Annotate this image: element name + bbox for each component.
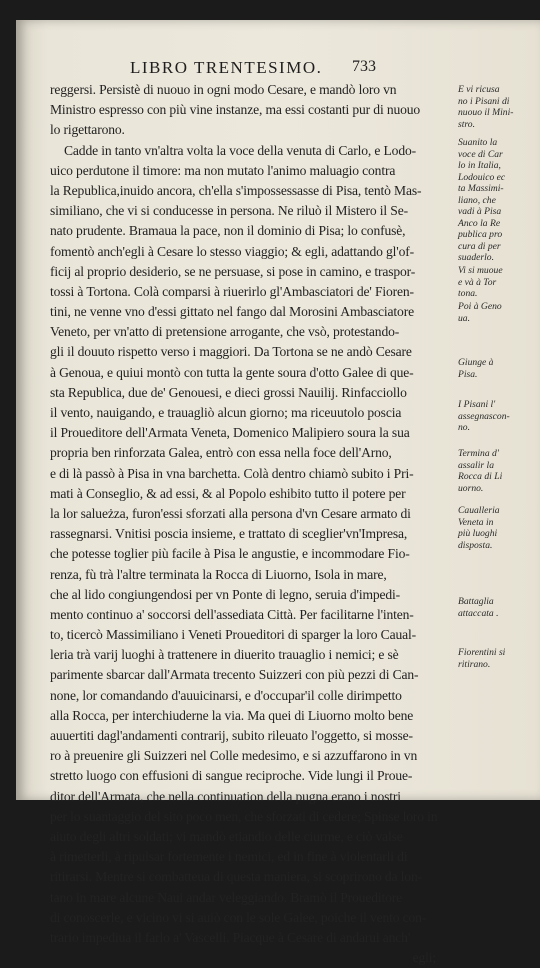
- margin-note-refusal: E vi ricusa no i Pisani di nuouo il Mini- stro.: [458, 84, 514, 130]
- margin-note-caualleria: Caualleria Veneta in più luoghi disposta.: [458, 505, 500, 551]
- text-line: di conoscerle, e vicino vi si auiò con le sole Galee, poiche il vento con-: [50, 909, 427, 925]
- body-text: [50, 80, 442, 968]
- text-line: Veneto, per vn'atto di pretensione arrogante, che vsò, protestando-: [50, 324, 400, 340]
- text-line: stretto luogo con effusioni di sangue reciproche. Vide lungi il Proue-: [50, 768, 413, 784]
- running-header-title: LIBRO TRENTESIMO.: [130, 58, 323, 77]
- text-line: auuertiti dagl'andamenti contrarij, subito rileuato l'oggetto, si mosse-: [50, 728, 413, 743]
- margin-note-liuorno: Termina d' assalir la Rocca di Li uorno.: [458, 448, 503, 494]
- text-line: ritirarsi. Mentre si combatteua di questa maniera, si scoprirono da lon-: [50, 869, 422, 885]
- text-line: reggersi. Persistè di nuouo in ogni modo Cesare, e mandò loro vn: [50, 82, 397, 97]
- text-line: to, ticercò Massimiliano i Veneti Proueditori di sparger la loro Caual-: [50, 627, 416, 643]
- text-line: Ministro espresso con più vine instanze, ma essi costanti pur di nuouo: [50, 102, 421, 118]
- text-line: la Republica,inuido ancora, ch'ella s'impossessasse di Pisa, tentò Mas-: [50, 182, 422, 198]
- text-line: e di là passò à Pisa in vna barchetta. Colà dentro chiamò subito i Pri-: [50, 465, 414, 481]
- text-line: propria ben rinforzata Galea, entrò con essa nella foce dell'Arno,: [50, 445, 392, 461]
- text-line: mati à Conseglio, & ad essi, & al Popolo eshibito tutto il potere per: [50, 485, 406, 501]
- text-line: rassegnarsi. Vnitisi poscia insieme, e trattato di sceglier'vn'Impresa,: [50, 526, 408, 542]
- text-line: mento continuo a' soccorsi dell'assediata Città. Per facilitarne l'inten-: [50, 606, 414, 622]
- text-line: à Genoua, e quiui montò con tutta la gente soura d'otto Galee di que-: [50, 364, 414, 380]
- text-line: sta Republica, due de' Genouesi, e dieci grossi Nauilij. Rinfacciollo: [50, 384, 407, 400]
- text-line: il Proueditore dell'Armata Veneta, Domenico Malipiero soura la sua: [50, 425, 410, 441]
- text-line: ro à preuenire gli Suizzeri nel Colle medesimo, e si azzuffarono in vn: [50, 748, 418, 764]
- text-line: parimente sbarcar dall'Armata trecento Suizzeri con più pezzi di Can-: [50, 667, 419, 683]
- text-line: ditor dell'Armata, che nella continuation della pugna erano i nostri: [50, 788, 401, 804]
- text-line: tossi à Tortona. Colà comparsi à riuerirlo gl'Ambasciatori de' Fioren-: [50, 283, 414, 299]
- text-line: trario impediua il farlo a' Vascelli. Piacque à Cesare di andarui anch': [50, 929, 411, 945]
- text-line: la lor salueżza, furon'essi sforzati alla persona d'vn Cesare armato di: [50, 505, 411, 521]
- text-line: renza, fù trà l'altre terminata la Rocca di Liuorno, Isola in mare,: [50, 566, 387, 582]
- text-line: Cadde in tanto vn'altra volta la voce della venuta di Carlo, e Lodo-: [64, 142, 416, 158]
- text-line: none, lor comandando d'auuicinarsi, e d'occupar'il colle dirimpetto: [50, 687, 402, 703]
- text-line: nato prudente. Bramaua la pace, non il dominio di Pisa; lo confusè,: [50, 223, 406, 239]
- text-line: per lo suantaggio del sito poco men, che sforzati di cedere; Spinse loro in: [50, 808, 438, 824]
- text-line: il vento, nauigando, e trauagliò alcun giorno; ma riceuutolo poscia: [50, 405, 402, 420]
- page-number: 733: [352, 58, 376, 75]
- margin-note-genoua: Poi à Geno ua.: [458, 301, 502, 324]
- margin-note-battaglia: Battaglia attaccata .: [458, 596, 499, 619]
- text-line: che potesse toglier più facile à Pisa le angustie, e incommodare Fio-: [50, 546, 410, 562]
- margin-note-tortona: Vi si muoue e và à Tor tona.: [458, 265, 503, 299]
- text-line: similiano, che vi si conducesse in persona. Ne riluò il Mistero il Se-: [50, 203, 408, 219]
- margin-note-fiorentini: Fiorentini si ritirano.: [458, 647, 506, 670]
- margin-note-pisani: I Pisani l' assegnascon- no.: [458, 399, 510, 433]
- text-line: lo rigettarono.: [50, 122, 125, 138]
- text-line: uico perdutone il timore: ma non mutato l'animo maluagio contra: [50, 162, 396, 178]
- margin-note-carlo: Suanito la voce di Car lo in Italia, Lodouico ec ta Massimi- liano, che vadi à Pisa Anco la Re publica pro cura di per suaderlo.: [458, 137, 506, 263]
- text-line: tano in mare alcune Naui andar veleggiando. Bramò il Proueditore: [50, 889, 403, 905]
- text-line: aiuto degli altri soldati; vi mandò etiandio delle ciurme, e ciò valse: [50, 828, 403, 844]
- text-line: tini, ne venne vno d'essi gittato nel fango dal Morosini Ambasciatore: [50, 304, 414, 320]
- text-line: à rimetterli, à ripulsar fortemente i nemici, ed in fine à violentarli di: [50, 849, 408, 865]
- text-line: che al lido congiungendosi per vn Ponte di legno, seruia d'impedi-: [50, 586, 401, 602]
- margin-note-pisa: Giunge à Pisa.: [458, 357, 494, 380]
- text-line: leria trà varij luoghi à trattenere in diuerito trauaglio i nemici; e sè: [50, 647, 399, 663]
- text-line: gli il douuto rispetto verso i maggiori. Da Tortona se ne andò Cesare: [50, 344, 412, 360]
- text-line: alla Rocca, per interchiuderne la via. Ma quei di Liuorno molto bene: [50, 707, 414, 723]
- text-line: ficij al proprio desiderio, se ne persuase, si pose in camino, e traspor-: [50, 263, 416, 279]
- text-line: egli;: [412, 950, 436, 966]
- text-line: fomentò anch'egli à Cesare lo stesso viaggio; & egli, adattando gl'of-: [50, 243, 414, 259]
